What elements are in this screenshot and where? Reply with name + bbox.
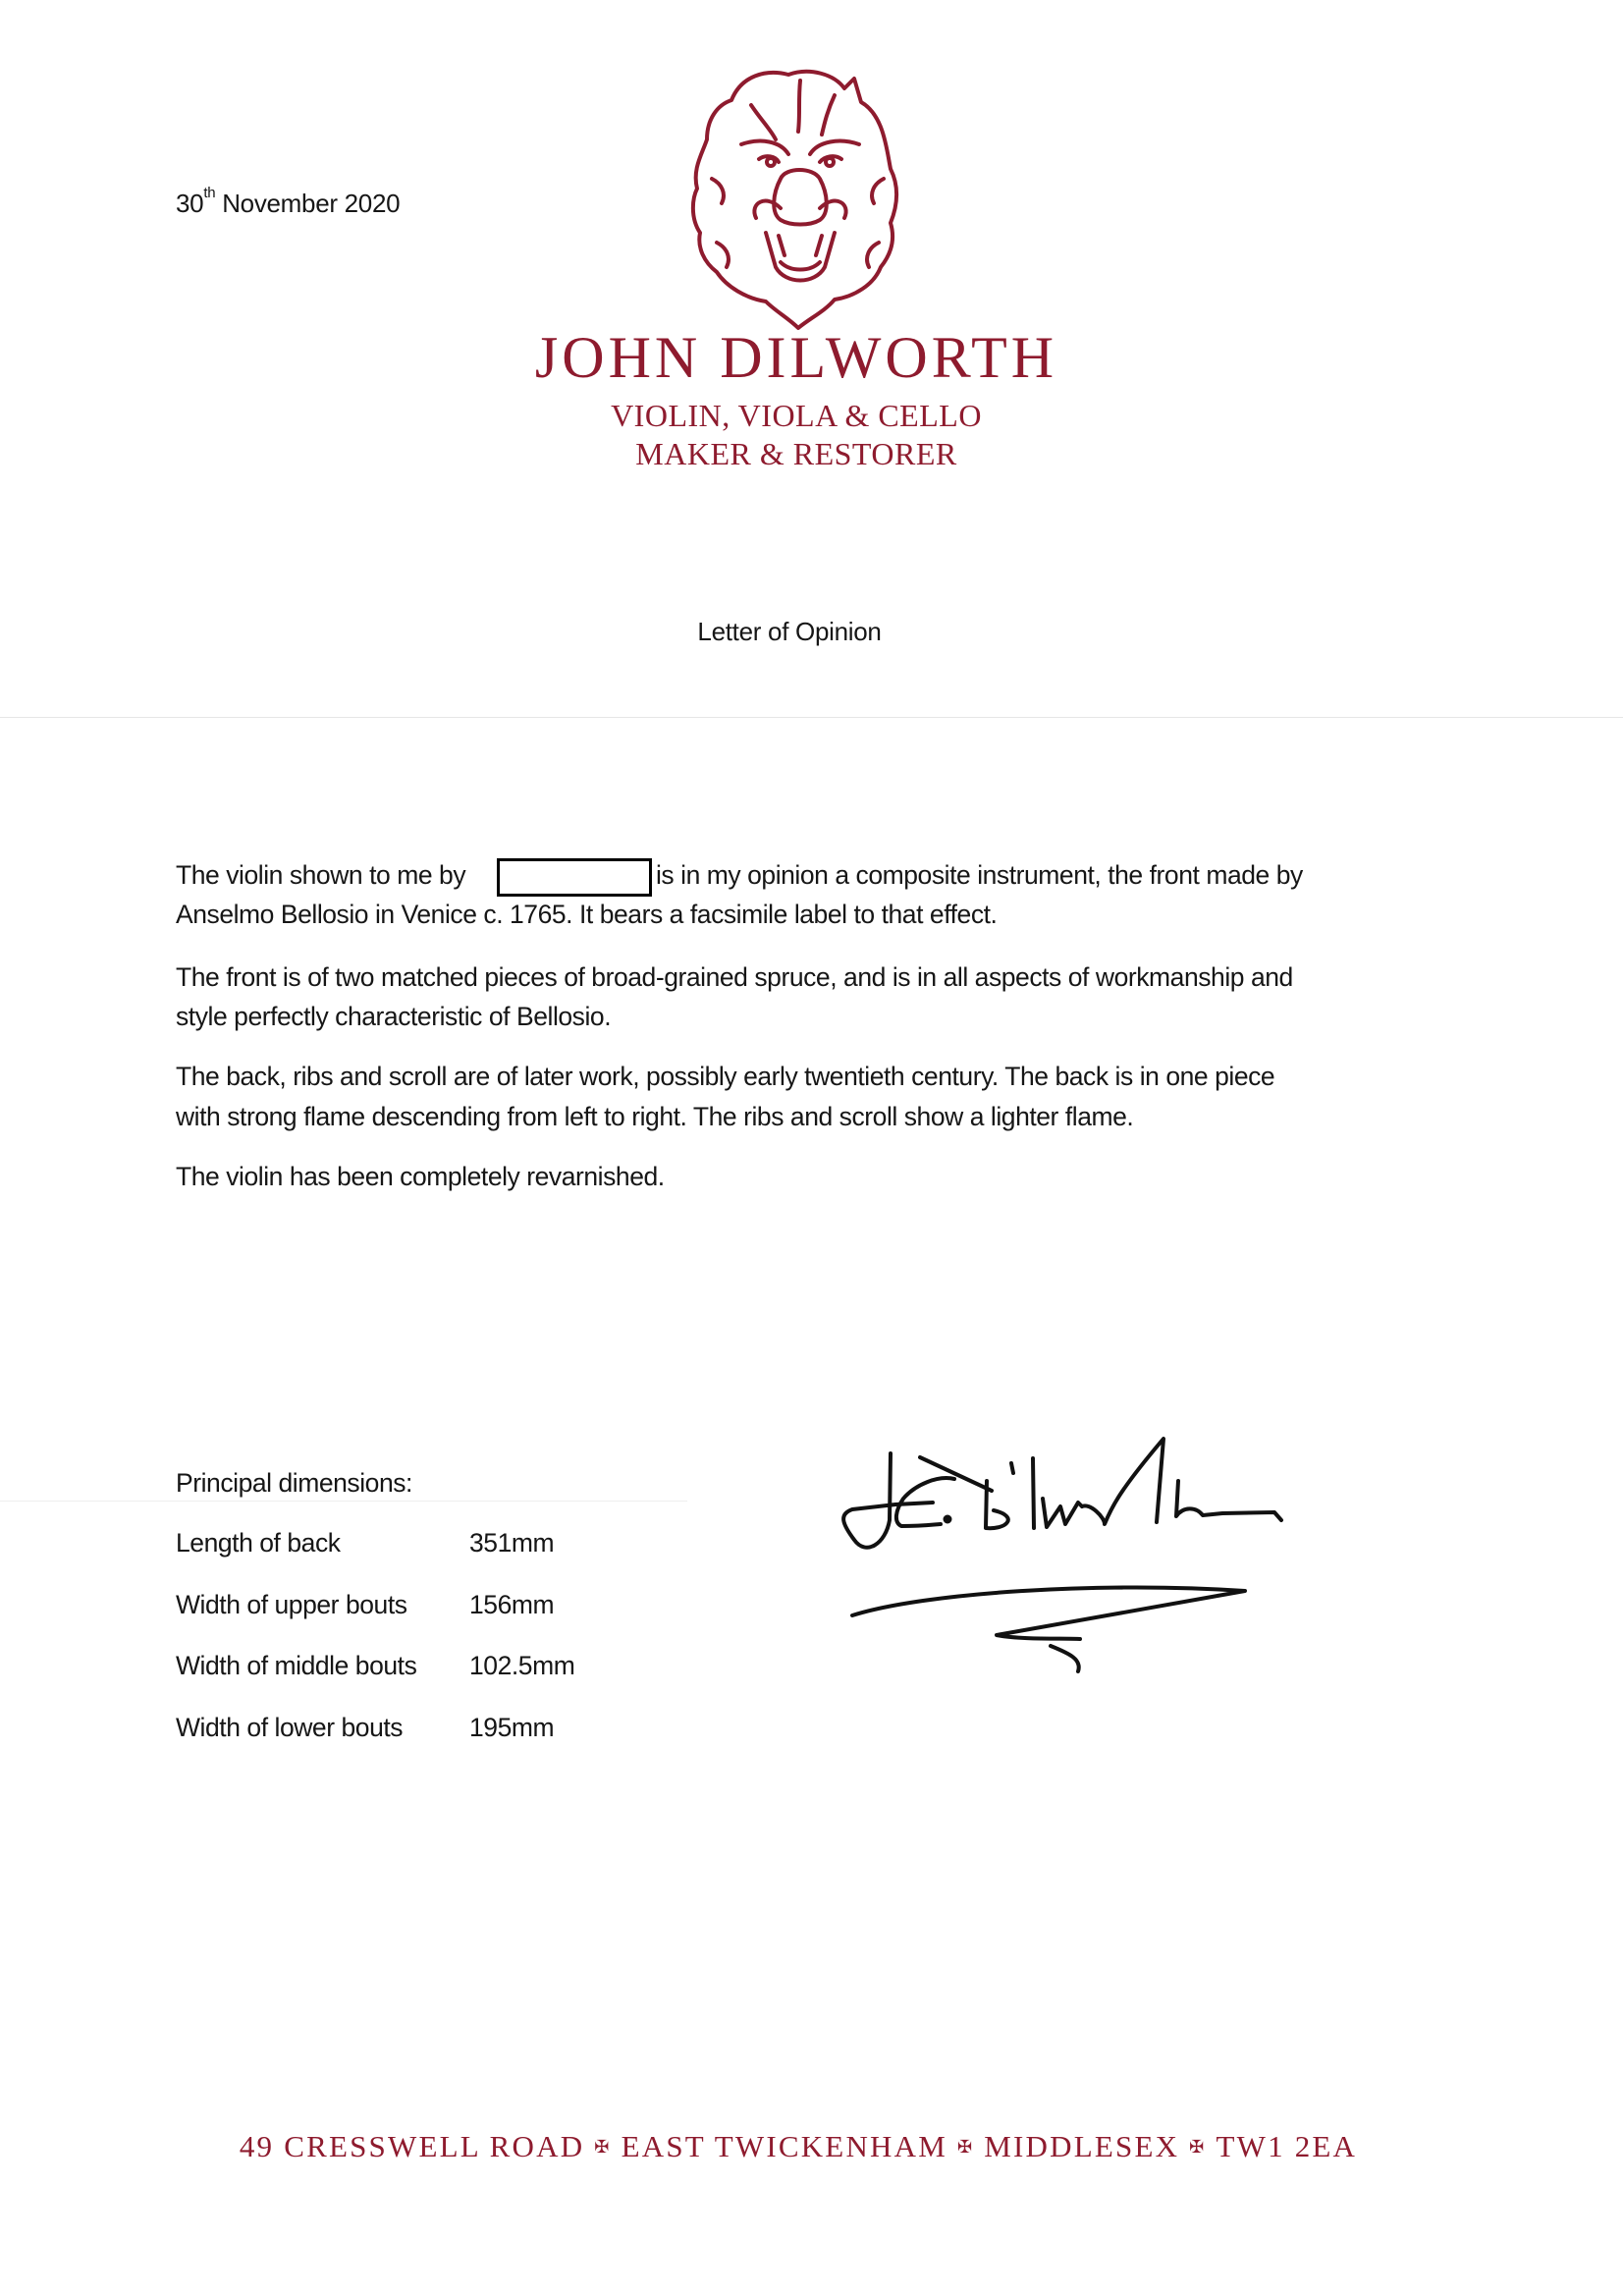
letterhead-subtitle-2: MAKER & RESTORER <box>635 436 957 471</box>
paragraph-1-line-1-start: The violin shown to me by <box>176 860 466 890</box>
fold-line-2 <box>0 1501 687 1502</box>
dimension-label: Width of middle bouts <box>176 1651 417 1680</box>
cross-separator-icon: ✠ <box>1189 2137 1207 2157</box>
dimension-label: Width of lower bouts <box>176 1713 404 1742</box>
dimension-label: Width of upper bouts <box>176 1590 407 1619</box>
cross-separator-icon: ✠ <box>956 2137 975 2157</box>
lion-head-logo <box>673 61 923 331</box>
letterhead-name: JOHN DILWORTH <box>534 325 1058 390</box>
date-day: 30 <box>176 189 204 218</box>
paragraph-3-line-2: with strong flame descending from left to right. The ribs and scroll show a lighter flame. <box>176 1102 1134 1131</box>
handwritten-signature <box>825 1414 1296 1689</box>
paragraph-2-line-2: style perfectly characteristic of Bellosio. <box>176 1002 612 1031</box>
date-rest: November 2020 <box>222 189 401 218</box>
document-title: Letter of Opinion <box>697 617 882 646</box>
footer-postcode: TW1 2EA <box>1216 2129 1358 2163</box>
footer-town: EAST TWICKENHAM <box>621 2129 947 2163</box>
dimension-value: 102.5mm <box>469 1651 575 1680</box>
cross-separator-icon: ✠ <box>594 2137 612 2157</box>
dimensions-heading: Principal dimensions: <box>176 1468 412 1498</box>
dimension-value: 351mm <box>469 1528 555 1558</box>
redacted-name-box <box>497 858 652 897</box>
fold-line <box>0 717 1623 718</box>
footer-street: 49 CRESSWELL ROAD <box>239 2129 585 2163</box>
paragraph-1-line-2: Anselmo Bellosio in Venice c. 1765. It bears a facsimile label to that effect. <box>176 900 998 929</box>
letterhead-subtitle-1: VIOLIN, VIOLA & CELLO <box>611 398 982 433</box>
paragraph-4: The violin has been completely revarnished. <box>176 1162 665 1191</box>
footer-address <box>196 2129 1400 2164</box>
dimension-label: Length of back <box>176 1528 341 1558</box>
footer-county: MIDDLESEX <box>984 2129 1180 2163</box>
date-suffix: th <box>203 185 216 201</box>
dimension-value: 156mm <box>469 1590 555 1619</box>
paragraph-1-line-1-end: is in my opinion a composite instrument, the front made by <box>656 860 1303 890</box>
letter-date <box>176 185 401 219</box>
dimension-value: 195mm <box>469 1713 555 1742</box>
paragraph-2-line-1: The front is of two matched pieces of broad-grained spruce, and is in all aspects of workmanship and <box>176 962 1293 992</box>
paragraph-3-line-1: The back, ribs and scroll are of later work, possibly early twentieth century. The back is in one piece <box>176 1062 1275 1091</box>
